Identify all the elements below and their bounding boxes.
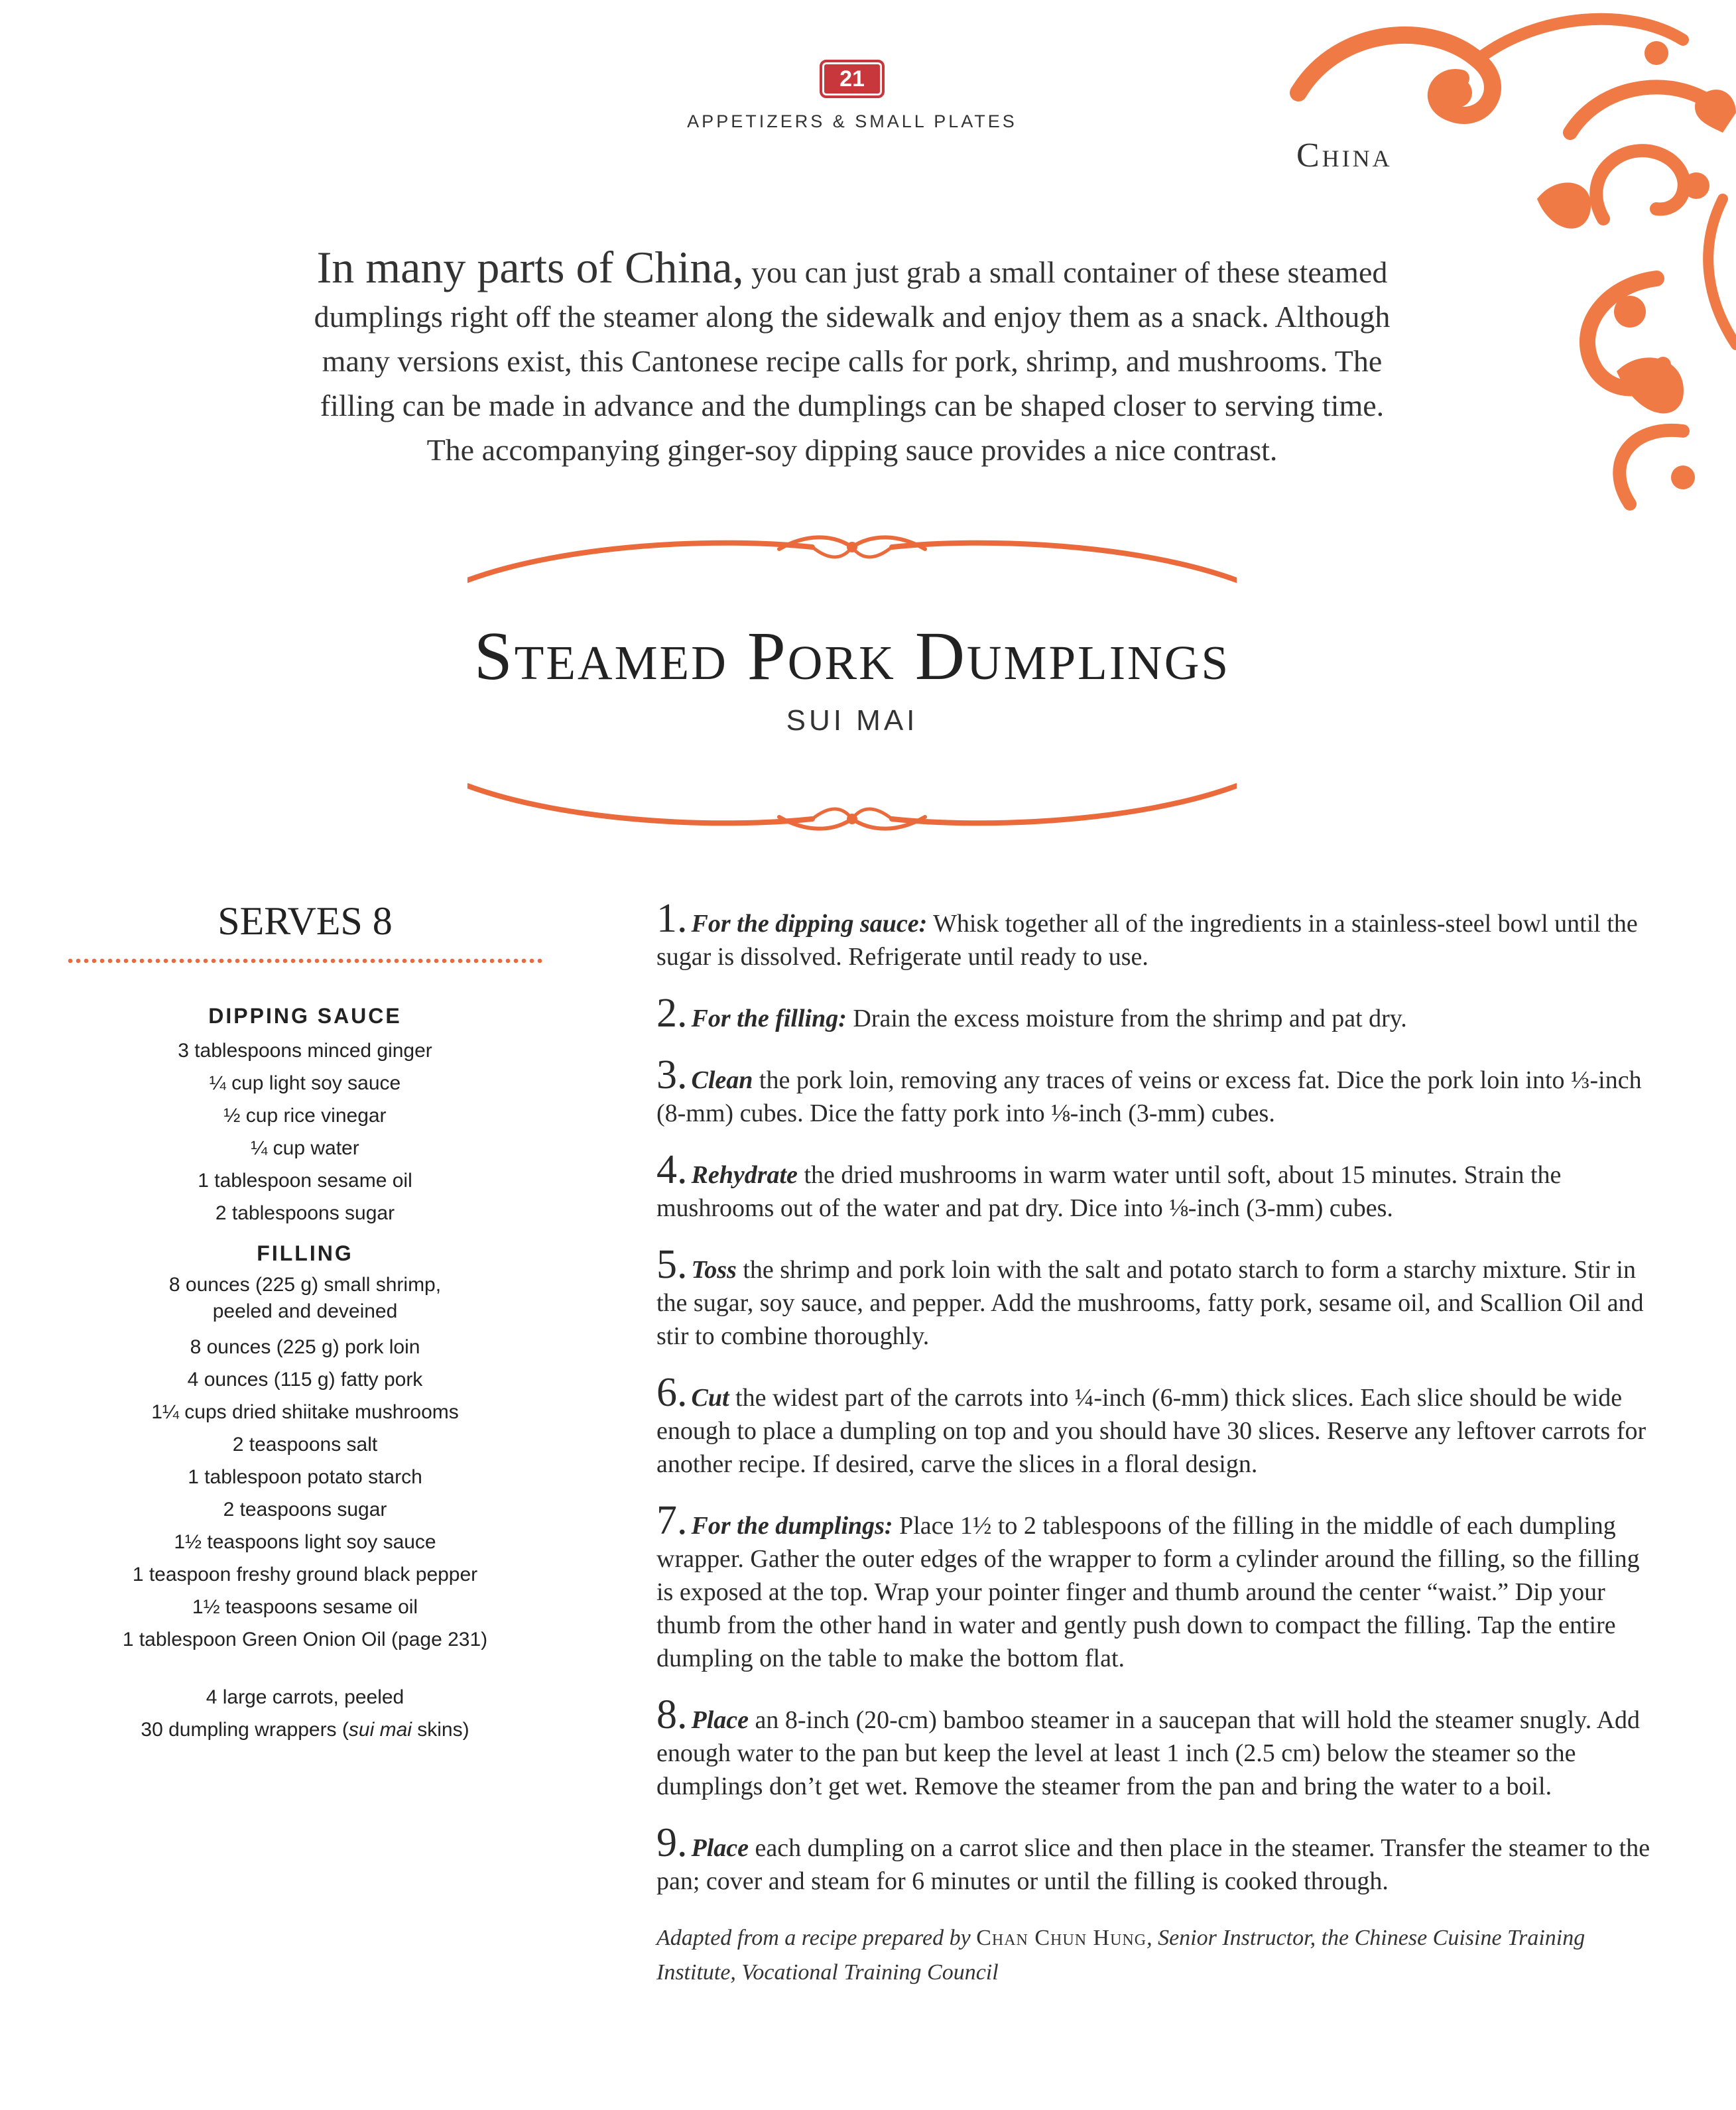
method-steps: [656, 896, 1651, 1990]
step-number: 7.: [656, 1498, 688, 1543]
page-number-badge: 21: [820, 60, 885, 98]
step-lead: For the filling:: [691, 1005, 847, 1032]
ingredient-text: 30 dumpling wrappers (: [141, 1719, 349, 1741]
ingredient-item: 1 tablespoon potato starch: [188, 1466, 422, 1488]
ingredient-item: ¼ cup light soy sauce: [209, 1072, 401, 1094]
step-5: [656, 1242, 1651, 1353]
dipping-sauce-group: [66, 1001, 544, 1229]
intro-lead: In many parts of China,: [316, 242, 744, 292]
intro-paragraph: [219, 242, 1485, 472]
dotted-divider: [66, 958, 544, 964]
ingredient-item: 2 teaspoons salt: [232, 1434, 378, 1456]
ingredient-italic: sui mai: [348, 1719, 412, 1741]
step-8: [656, 1692, 1651, 1803]
step-1: [656, 896, 1651, 973]
ingredient-item: 8 ounces (225 g) small shrimp,: [168, 1274, 442, 1296]
step-number: 1.: [656, 896, 688, 941]
step-number: 2.: [656, 991, 688, 1036]
ingredient-text: skins): [411, 1719, 469, 1741]
step-lead: For the dipping sauce:: [691, 910, 928, 938]
serves-heading: SERVES 8: [217, 899, 393, 943]
step-number: 6.: [656, 1370, 688, 1415]
step-number: 8.: [656, 1692, 688, 1737]
ingredient-item: 2 tablespoons sugar: [215, 1202, 395, 1224]
intro-line: filling can be made in advance and the dumplings can be shaped closer to serving time.: [320, 389, 1385, 422]
step-text: the shrimp and pork loin with the salt and potato starch to form a starchy mixture. Stir in the sugar, soy sauce, and pepper. Add the mushrooms, fatty pork, sesame oil, and Scallion Oil and stir to combine thoroughly.: [656, 1256, 1644, 1350]
ingredient-item: 1 teaspoon freshy ground black pepper: [132, 1564, 478, 1585]
step-text: the widest part of the carrots into ¼-inch (6-mm) thick slices. Each slice should be wide enough to place a dumpling on top and you should have 30 slices. Reserve any leftover carrots for another recipe. If desired, carve the slices in a floral design.: [656, 1384, 1646, 1478]
dipping-sauce-heading: DIPPING SAUCE: [208, 1004, 402, 1028]
step-text: Whisk together all of the ingredients in a stainless-steel bowl until the sugar is dissolved. Refrigerate until ready to use.: [656, 910, 1638, 971]
recipe-subtitle: SUI MAI: [786, 704, 918, 737]
section-label: APPETIZERS & SMALL PLATES: [687, 111, 1017, 131]
step-lead: Toss: [691, 1256, 737, 1284]
step-lead: Clean: [691, 1066, 753, 1094]
step-9: [656, 1820, 1651, 1898]
ingredient-item: 1¼ cups dried shiitake mushrooms: [151, 1401, 459, 1423]
step-4: [656, 1147, 1651, 1225]
step-2: [656, 991, 1651, 1036]
step-text: Place 1½ to 2 tablespoons of the filling in the middle of each dumpling wrapper. Gather the outer edges of the wrapper to form a cylinder around the filling, so the filling is exposed at the top. Wrap your pointer finger and thumb around the center “waist.” Dip your thumb from the other hand in water and gently push down to compact the filling. Tap the entire dumpling on the table to make the bottom flat.: [656, 1512, 1640, 1672]
ingredient-item: 8 ounces (225 g) pork loin: [190, 1336, 420, 1358]
step-number: 5.: [656, 1242, 688, 1287]
filling-heading: FILLING: [257, 1241, 353, 1265]
step-7: [656, 1498, 1651, 1675]
intro-line: The accompanying ginger-soy dipping sauce provides a nice contrast.: [426, 433, 1278, 467]
filling-group: [66, 1239, 544, 1656]
country-label: China: [1296, 137, 1393, 174]
ingredient-item: ¼ cup water: [251, 1137, 359, 1159]
ingredient-item: 1 tablespoon sesame oil: [198, 1170, 412, 1192]
step-text: the pork loin, removing any traces of veins or excess fat. Dice the pork loin into ⅓-inch (8-mm) cubes. Dice the fatty pork into ⅛-inch (3-mm) cubes.: [656, 1066, 1642, 1127]
step-text: an 8-inch (20-cm) bamboo steamer in a saucepan that will hold the steamer snugly. Add enough water to the pan but keep the level at least 1 inch (2.5 cm) below the steamer so the dumplings don’t get wet. Remove the steamer from the pan and bring the water to a boil.: [656, 1706, 1641, 1800]
ingredient-item: 1 tablespoon Green Onion Oil (page 231): [122, 1629, 488, 1650]
ingredient-item: ½ cup rice vinegar: [223, 1105, 387, 1127]
intro-line: dumplings right off the steamer along the sidewalk and enjoy them as a snack. Although: [314, 300, 1391, 334]
ingredient-item: 4 large carrots, peeled: [206, 1686, 404, 1708]
ingredient-item: [66, 1713, 544, 1746]
recipe-title: Steamed Pork Dumplings: [473, 618, 1231, 694]
ingredient-item: 4 ounces (115 g) fatty pork: [187, 1369, 423, 1391]
ingredient-item: 1½ teaspoons sesame oil: [192, 1596, 418, 1618]
step-text: the dried mushrooms in warm water until soft, about 15 minutes. Strain the mushrooms out of the water and pat dry. Dice into ⅛-inch (3-mm) cubes.: [656, 1161, 1562, 1222]
ingredient-item: 1½ teaspoons light soy sauce: [174, 1531, 436, 1553]
credit-prefix: Adapted from a recipe prepared by: [656, 1926, 977, 1950]
step-lead: Rehydrate: [691, 1161, 798, 1189]
recipe-credit: [656, 1921, 1651, 1990]
intro-line: many versions exist, this Cantonese recipe calls for pork, shrimp, and mushrooms. The: [322, 344, 1383, 378]
step-number: 9.: [656, 1820, 688, 1865]
ingredient-item: 2 teaspoons sugar: [223, 1499, 387, 1520]
title-flourish-bottom: [467, 776, 1237, 836]
ingredients-sidebar: [66, 899, 544, 1746]
step-6: [656, 1370, 1651, 1481]
step-number: 3.: [656, 1052, 688, 1097]
step-text: each dumpling on a carrot slice and then place in the steamer. Transfer the steamer to the pan; cover and steam for 6 minutes or until the filling is cooked through.: [656, 1834, 1650, 1895]
title-flourish-top: [467, 530, 1237, 590]
ingredient-item: peeled and deveined: [212, 1300, 398, 1322]
step-lead: For the dumplings:: [691, 1512, 893, 1540]
intro-line: you can just grab a small container of these steamed: [743, 255, 1388, 289]
credit-suffix: , Senior Instructor, the Chinese Cuisine Training Institute, Vocational Training Council: [656, 1926, 1585, 1985]
step-lead: Place: [691, 1834, 749, 1862]
ingredient-item: 3 tablespoons minced ginger: [178, 1040, 432, 1062]
step-lead: Cut: [691, 1384, 729, 1412]
extra-ingredients-group: [66, 1681, 544, 1746]
step-text: Drain the excess moisture from the shrimp and pat dry.: [846, 1005, 1407, 1032]
credit-name: Chan Chun Hung: [976, 1926, 1147, 1950]
step-number: 4.: [656, 1147, 688, 1192]
step-3: [656, 1052, 1651, 1130]
step-lead: Place: [691, 1706, 749, 1734]
